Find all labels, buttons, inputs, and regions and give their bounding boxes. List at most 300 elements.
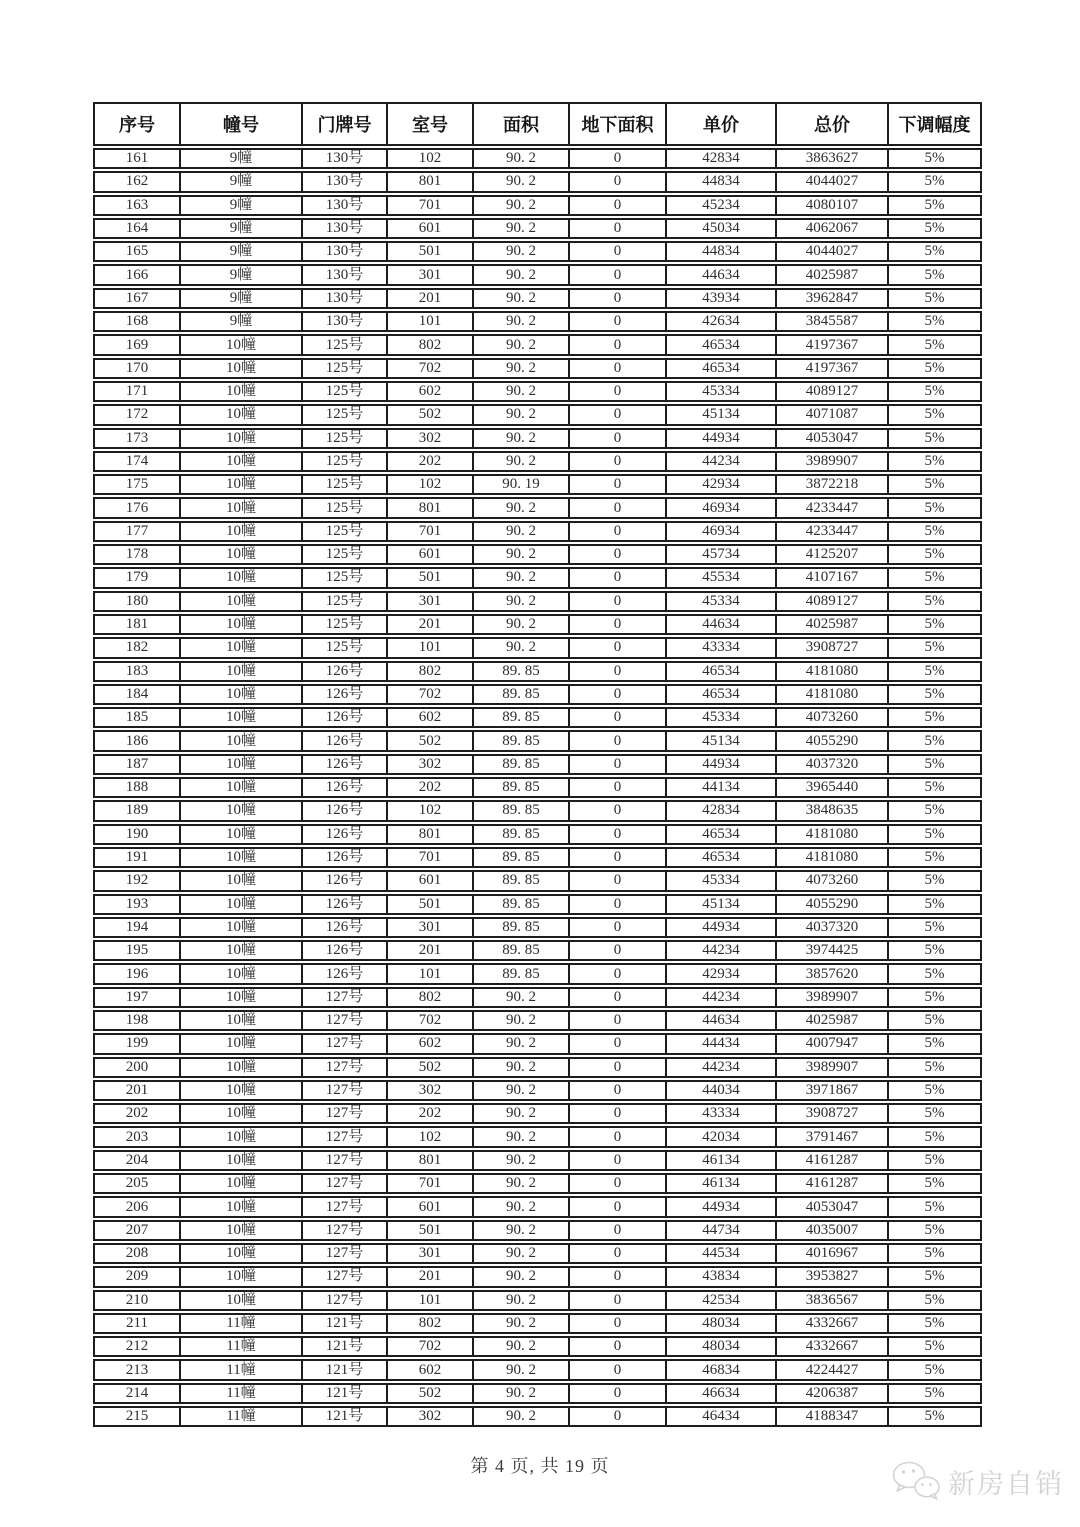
table-cell: 0 <box>568 707 665 728</box>
table-cell: 46434 <box>665 1406 775 1427</box>
table-row <box>93 474 982 495</box>
table-cell: 44634 <box>665 1010 775 1031</box>
table-cell: 121号 <box>301 1406 386 1427</box>
table-cell: 127号 <box>301 1010 386 1031</box>
table-cell: 0 <box>568 358 665 379</box>
table-row <box>93 754 982 775</box>
table-cell: 0 <box>568 637 665 658</box>
table-cell: 0 <box>568 171 665 192</box>
table-cell: 46834 <box>665 1359 775 1380</box>
table-cell: 0 <box>568 1126 665 1147</box>
table-cell: 301 <box>386 264 472 285</box>
table-cell: 89. 85 <box>472 940 568 961</box>
table-row <box>93 894 982 915</box>
table-cell: 3965440 <box>775 777 887 798</box>
table-cell: 5% <box>887 1243 982 1264</box>
table-cell: 5% <box>887 1080 982 1101</box>
table-cell: 209 <box>93 1266 179 1287</box>
table-cell: 5% <box>887 824 982 845</box>
table-cell: 4233447 <box>775 497 887 518</box>
table-cell: 125号 <box>301 544 386 565</box>
table-row <box>93 707 982 728</box>
table-cell: 90. 2 <box>472 1080 568 1101</box>
table-cell: 5% <box>887 894 982 915</box>
table-row <box>93 963 982 984</box>
table-cell: 166 <box>93 264 179 285</box>
table-cell: 46534 <box>665 661 775 682</box>
table-cell: 46534 <box>665 684 775 705</box>
table-cell: 0 <box>568 311 665 332</box>
table-row <box>93 684 982 705</box>
table-cell: 89. 85 <box>472 847 568 868</box>
table-cell: 44834 <box>665 241 775 262</box>
table-cell: 175 <box>93 474 179 495</box>
table-cell: 5% <box>887 1359 982 1380</box>
table-cell: 5% <box>887 474 982 495</box>
table-cell: 302 <box>386 754 472 775</box>
table-cell: 0 <box>568 474 665 495</box>
table-cell: 168 <box>93 311 179 332</box>
column-header: 序号 <box>93 102 179 146</box>
table-cell: 0 <box>568 1243 665 1264</box>
table-cell: 5% <box>887 847 982 868</box>
table-cell: 501 <box>386 1220 472 1241</box>
table-cell: 48034 <box>665 1336 775 1357</box>
table-cell: 42934 <box>665 963 775 984</box>
table-cell: 10幢 <box>179 661 301 682</box>
table-cell: 90. 2 <box>472 1196 568 1217</box>
table-cell: 10幢 <box>179 334 301 355</box>
table-cell: 42934 <box>665 474 775 495</box>
table-cell: 602 <box>386 707 472 728</box>
table-cell: 0 <box>568 567 665 588</box>
table-cell: 45134 <box>665 404 775 425</box>
table-cell: 4233447 <box>775 521 887 542</box>
table-cell: 127号 <box>301 1196 386 1217</box>
table-cell: 10幢 <box>179 847 301 868</box>
table-cell: 102 <box>386 148 472 169</box>
table-cell: 10幢 <box>179 497 301 518</box>
table-cell: 44234 <box>665 940 775 961</box>
table-cell: 89. 85 <box>472 800 568 821</box>
table-row <box>93 1313 982 1334</box>
table-cell: 183 <box>93 661 179 682</box>
table-cell: 601 <box>386 218 472 239</box>
table-cell: 179 <box>93 567 179 588</box>
table-cell: 90. 2 <box>472 567 568 588</box>
table-cell: 125号 <box>301 381 386 402</box>
table-cell: 90. 2 <box>472 614 568 635</box>
table-cell: 0 <box>568 1336 665 1357</box>
column-header: 室号 <box>386 102 472 146</box>
table-cell: 5% <box>887 800 982 821</box>
table-cell: 43334 <box>665 1103 775 1124</box>
table-cell: 3857620 <box>775 963 887 984</box>
table-cell: 90. 2 <box>472 334 568 355</box>
table-cell: 11幢 <box>179 1406 301 1427</box>
table-cell: 502 <box>386 730 472 751</box>
price-table <box>93 100 982 1429</box>
table-cell: 125号 <box>301 334 386 355</box>
table-cell: 601 <box>386 1196 472 1217</box>
table-cell: 0 <box>568 1010 665 1031</box>
table-cell: 4016967 <box>775 1243 887 1264</box>
table-cell: 9幢 <box>179 288 301 309</box>
table-row <box>93 661 982 682</box>
table-row <box>93 521 982 542</box>
table-cell: 45134 <box>665 730 775 751</box>
table-cell: 5% <box>887 521 982 542</box>
table-cell: 126号 <box>301 917 386 938</box>
table-row <box>93 1243 982 1264</box>
table-cell: 44434 <box>665 1033 775 1054</box>
table-cell: 10幢 <box>179 684 301 705</box>
table-row <box>93 1266 982 1287</box>
table-cell: 4332667 <box>775 1313 887 1334</box>
table-cell: 121号 <box>301 1383 386 1404</box>
table-cell: 89. 85 <box>472 707 568 728</box>
table-cell: 302 <box>386 1080 472 1101</box>
table-cell: 0 <box>568 288 665 309</box>
table-cell: 192 <box>93 870 179 891</box>
table-cell: 206 <box>93 1196 179 1217</box>
table-cell: 0 <box>568 544 665 565</box>
table-row <box>93 1103 982 1124</box>
table-row <box>93 917 982 938</box>
table-cell: 214 <box>93 1383 179 1404</box>
table-cell: 161 <box>93 148 179 169</box>
table-cell: 5% <box>887 404 982 425</box>
table-cell: 5% <box>887 1103 982 1124</box>
table-cell: 5% <box>887 707 982 728</box>
table-cell: 200 <box>93 1057 179 1078</box>
table-cell: 42034 <box>665 1126 775 1147</box>
table-row <box>93 1406 982 1427</box>
table-cell: 10幢 <box>179 1010 301 1031</box>
table-cell: 3974425 <box>775 940 887 961</box>
table-cell: 43334 <box>665 637 775 658</box>
table-cell: 90. 2 <box>472 311 568 332</box>
watermark <box>890 1460 1064 1502</box>
table-cell: 4125207 <box>775 544 887 565</box>
table-cell: 4073260 <box>775 870 887 891</box>
table-cell: 10幢 <box>179 544 301 565</box>
table-cell: 199 <box>93 1033 179 1054</box>
table-cell: 4025987 <box>775 264 887 285</box>
table-cell: 5% <box>887 358 982 379</box>
table-cell: 802 <box>386 987 472 1008</box>
table-cell: 0 <box>568 1150 665 1171</box>
table-row <box>93 1220 982 1241</box>
table-cell: 210 <box>93 1290 179 1311</box>
table-row <box>93 381 982 402</box>
table-cell: 10幢 <box>179 1057 301 1078</box>
table-cell: 45334 <box>665 707 775 728</box>
table-cell: 0 <box>568 1359 665 1380</box>
price-table-body <box>93 148 982 1427</box>
table-cell: 9幢 <box>179 148 301 169</box>
table-cell: 42834 <box>665 800 775 821</box>
table-cell: 202 <box>93 1103 179 1124</box>
table-cell: 125号 <box>301 358 386 379</box>
table-cell: 127号 <box>301 1150 386 1171</box>
table-cell: 125号 <box>301 497 386 518</box>
table-cell: 11幢 <box>179 1336 301 1357</box>
table-cell: 102 <box>386 1126 472 1147</box>
table-cell: 5% <box>887 1266 982 1287</box>
table-cell: 0 <box>568 1103 665 1124</box>
table-cell: 0 <box>568 428 665 449</box>
table-cell: 0 <box>568 1057 665 1078</box>
table-cell: 5% <box>887 381 982 402</box>
column-header: 面积 <box>472 102 568 146</box>
table-row <box>93 497 982 518</box>
table-cell: 125号 <box>301 591 386 612</box>
table-cell: 0 <box>568 1033 665 1054</box>
table-cell: 126号 <box>301 940 386 961</box>
table-cell: 90. 2 <box>472 241 568 262</box>
column-header: 下调幅度 <box>887 102 982 146</box>
table-cell: 0 <box>568 1173 665 1194</box>
table-cell: 201 <box>386 1266 472 1287</box>
table-cell: 0 <box>568 1313 665 1334</box>
table-cell: 4206387 <box>775 1383 887 1404</box>
table-cell: 5% <box>887 1336 982 1357</box>
table-cell: 127号 <box>301 1290 386 1311</box>
table-cell: 10幢 <box>179 358 301 379</box>
table-cell: 502 <box>386 1057 472 1078</box>
table-cell: 101 <box>386 311 472 332</box>
table-cell: 125号 <box>301 428 386 449</box>
table-cell: 102 <box>386 474 472 495</box>
table-cell: 126号 <box>301 870 386 891</box>
table-row <box>93 1057 982 1078</box>
table-cell: 46534 <box>665 824 775 845</box>
table-cell: 89. 85 <box>472 870 568 891</box>
table-cell: 501 <box>386 567 472 588</box>
table-cell: 0 <box>568 987 665 1008</box>
table-cell: 5% <box>887 148 982 169</box>
table-cell: 10幢 <box>179 917 301 938</box>
table-row <box>93 1290 982 1311</box>
table-cell: 11幢 <box>179 1383 301 1404</box>
table-cell: 167 <box>93 288 179 309</box>
table-cell: 802 <box>386 334 472 355</box>
table-cell: 302 <box>386 1406 472 1427</box>
table-cell: 126号 <box>301 800 386 821</box>
table-cell: 10幢 <box>179 521 301 542</box>
table-cell: 90. 2 <box>472 544 568 565</box>
column-header: 单价 <box>665 102 775 146</box>
table-cell: 4224427 <box>775 1359 887 1380</box>
table-cell: 3971867 <box>775 1080 887 1101</box>
table-cell: 0 <box>568 963 665 984</box>
table-row <box>93 987 982 1008</box>
table-cell: 0 <box>568 614 665 635</box>
column-header: 门牌号 <box>301 102 386 146</box>
table-cell: 162 <box>93 171 179 192</box>
table-cell: 45034 <box>665 218 775 239</box>
table-cell: 5% <box>887 1290 982 1311</box>
table-cell: 45534 <box>665 567 775 588</box>
table-cell: 10幢 <box>179 1126 301 1147</box>
table-cell: 801 <box>386 497 472 518</box>
table-cell: 89. 85 <box>472 730 568 751</box>
table-cell: 126号 <box>301 684 386 705</box>
table-cell: 90. 2 <box>472 1266 568 1287</box>
table-cell: 46934 <box>665 521 775 542</box>
table-cell: 45334 <box>665 381 775 402</box>
table-row <box>93 241 982 262</box>
table-cell: 5% <box>887 497 982 518</box>
table-cell: 0 <box>568 334 665 355</box>
table-cell: 90. 2 <box>472 404 568 425</box>
table-cell: 4181080 <box>775 684 887 705</box>
table-cell: 10幢 <box>179 451 301 472</box>
table-cell: 4035007 <box>775 1220 887 1241</box>
table-cell: 9幢 <box>179 195 301 216</box>
table-cell: 44234 <box>665 1057 775 1078</box>
table-cell: 126号 <box>301 754 386 775</box>
table-cell: 201 <box>93 1080 179 1101</box>
table-cell: 3989907 <box>775 451 887 472</box>
table-cell: 90. 19 <box>472 474 568 495</box>
table-row <box>93 637 982 658</box>
table-cell: 202 <box>386 1103 472 1124</box>
table-cell: 5% <box>887 567 982 588</box>
table-cell: 130号 <box>301 148 386 169</box>
table-cell: 802 <box>386 1313 472 1334</box>
table-cell: 90. 2 <box>472 171 568 192</box>
table-cell: 4161287 <box>775 1150 887 1171</box>
table-cell: 90. 2 <box>472 358 568 379</box>
table-cell: 4080107 <box>775 195 887 216</box>
table-row <box>93 1033 982 1054</box>
table-cell: 5% <box>887 637 982 658</box>
table-cell: 0 <box>568 777 665 798</box>
table-cell: 125号 <box>301 451 386 472</box>
table-cell: 0 <box>568 404 665 425</box>
table-row <box>93 451 982 472</box>
table-cell: 10幢 <box>179 800 301 821</box>
table-cell: 201 <box>386 614 472 635</box>
table-cell: 172 <box>93 404 179 425</box>
table-cell: 130号 <box>301 288 386 309</box>
table-cell: 5% <box>887 870 982 891</box>
table-cell: 101 <box>386 1290 472 1311</box>
table-cell: 90. 2 <box>472 1150 568 1171</box>
table-cell: 101 <box>386 637 472 658</box>
table-cell: 9幢 <box>179 171 301 192</box>
table-cell: 45734 <box>665 544 775 565</box>
table-cell: 181 <box>93 614 179 635</box>
table-cell: 4332667 <box>775 1336 887 1357</box>
table-cell: 4044027 <box>775 171 887 192</box>
table-cell: 5% <box>887 591 982 612</box>
table-cell: 46934 <box>665 497 775 518</box>
table-cell: 90. 2 <box>472 1057 568 1078</box>
table-cell: 4025987 <box>775 1010 887 1031</box>
table-row <box>93 777 982 798</box>
table-cell: 90. 2 <box>472 288 568 309</box>
table-cell: 5% <box>887 1033 982 1054</box>
table-cell: 10幢 <box>179 1266 301 1287</box>
table-cell: 0 <box>568 218 665 239</box>
table-cell: 5% <box>887 614 982 635</box>
table-cell: 130号 <box>301 264 386 285</box>
column-header: 总价 <box>775 102 887 146</box>
table-cell: 10幢 <box>179 754 301 775</box>
table-cell: 4037320 <box>775 917 887 938</box>
table-cell: 44534 <box>665 1243 775 1264</box>
table-cell: 126号 <box>301 824 386 845</box>
table-row <box>93 404 982 425</box>
table-cell: 130号 <box>301 311 386 332</box>
table-cell: 5% <box>887 311 982 332</box>
table-cell: 186 <box>93 730 179 751</box>
table-cell: 213 <box>93 1359 179 1380</box>
table-cell: 702 <box>386 1336 472 1357</box>
table-cell: 702 <box>386 1010 472 1031</box>
table-row <box>93 1173 982 1194</box>
table-cell: 10幢 <box>179 777 301 798</box>
table-cell: 802 <box>386 661 472 682</box>
table-cell: 170 <box>93 358 179 379</box>
table-cell: 126号 <box>301 963 386 984</box>
table-cell: 90. 2 <box>472 195 568 216</box>
table-cell: 44034 <box>665 1080 775 1101</box>
table-cell: 10幢 <box>179 1220 301 1241</box>
table-cell: 5% <box>887 1150 982 1171</box>
table-cell: 46534 <box>665 334 775 355</box>
table-cell: 90. 2 <box>472 987 568 1008</box>
table-cell: 10幢 <box>179 474 301 495</box>
table-cell: 4055290 <box>775 894 887 915</box>
table-cell: 89. 85 <box>472 684 568 705</box>
table-cell: 9幢 <box>179 264 301 285</box>
table-cell: 46534 <box>665 358 775 379</box>
table-cell: 127号 <box>301 1033 386 1054</box>
table-cell: 208 <box>93 1243 179 1264</box>
table-cell: 501 <box>386 894 472 915</box>
table-cell: 5% <box>887 334 982 355</box>
table-cell: 5% <box>887 1220 982 1241</box>
table-cell: 45334 <box>665 591 775 612</box>
table-cell: 10幢 <box>179 1033 301 1054</box>
table-cell: 125号 <box>301 404 386 425</box>
table-row <box>93 311 982 332</box>
table-cell: 10幢 <box>179 567 301 588</box>
table-cell: 301 <box>386 591 472 612</box>
table-cell: 204 <box>93 1150 179 1171</box>
table-cell: 4053047 <box>775 1196 887 1217</box>
wechat-icon <box>890 1460 942 1502</box>
table-cell: 90. 2 <box>472 1313 568 1334</box>
table-cell: 11幢 <box>179 1313 301 1334</box>
table-cell: 10幢 <box>179 1196 301 1217</box>
table-cell: 121号 <box>301 1359 386 1380</box>
table-cell: 9幢 <box>179 218 301 239</box>
table-cell: 44934 <box>665 428 775 449</box>
table-cell: 0 <box>568 824 665 845</box>
table-cell: 125号 <box>301 521 386 542</box>
table-cell: 194 <box>93 917 179 938</box>
table-row <box>93 218 982 239</box>
table-cell: 42634 <box>665 311 775 332</box>
table-cell: 0 <box>568 264 665 285</box>
table-cell: 4089127 <box>775 381 887 402</box>
table-cell: 127号 <box>301 1103 386 1124</box>
